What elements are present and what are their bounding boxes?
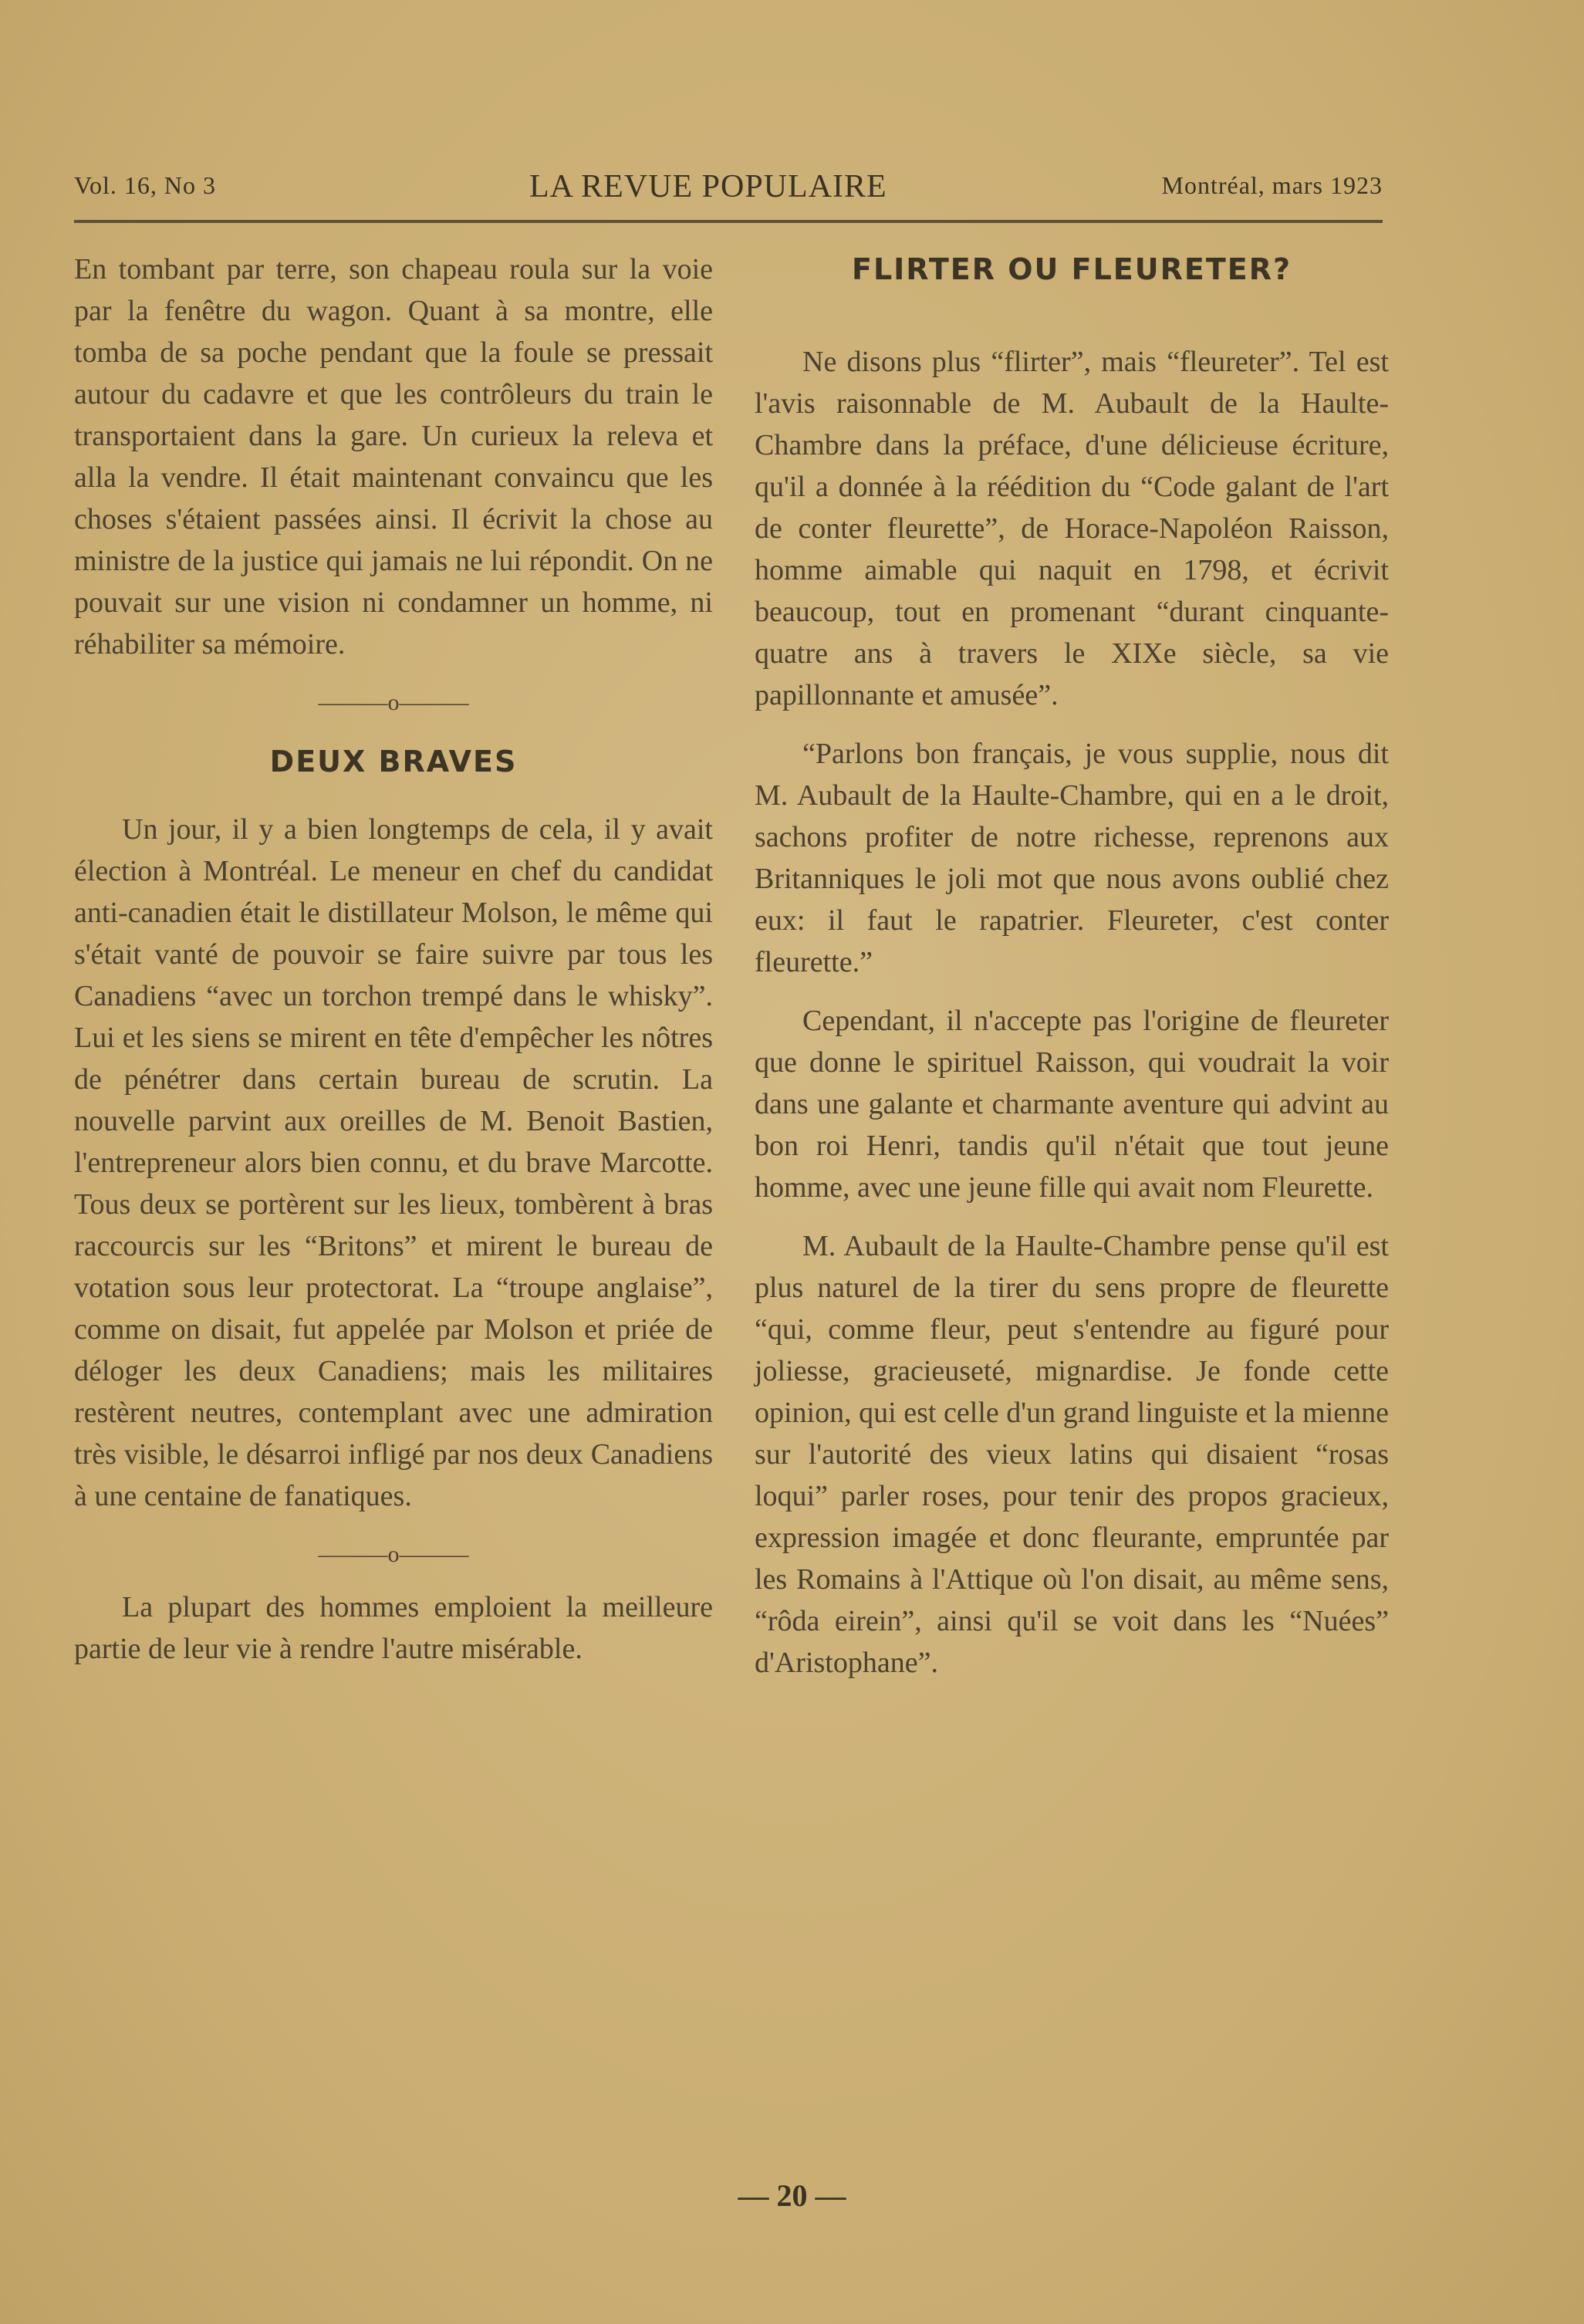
- right-column: [755, 248, 1389, 1701]
- article-paragraph: Cependant, il n'accepte pas l'origine de fleureter que donne le spirituel Raisson, qui voudrait la voir dans une galante et charmante aventure qui advint au bon roi Henri, tandis qu'il n'était que tout jeune homme, avec une jeune fille qui avait nom Fleurette.: [755, 1005, 1389, 1204]
- volume-number: Vol. 16, No 3: [74, 171, 216, 199]
- section-separator: ———o———: [318, 1542, 469, 1567]
- dateline: Montréal, mars 1923: [1161, 171, 1383, 199]
- left-column: [74, 248, 713, 1687]
- maxim-paragraph: La plupart des hommes emploient la meilleure partie de leur vie à rendre l'autre misérable.: [74, 1591, 713, 1665]
- article-heading-flirter: FLIRTER OU FLEURETER?: [851, 252, 1292, 286]
- article-paragraph: Ne disons plus “flirter”, mais “fleureter”. Tel est l'avis raisonnable de M. Aubault de la Haulte-Chambre dans la préface, d'une délicieuse écriture, qu'il a donnée à la réédition du “Code galant de l'art de conter fleurette”, de Horace-Napoléon Raisson, homme aimable qui naquit en 1798, et écrivit beaucoup, tout en promenant “durant cinquante-quatre ans à travers le XIXe siècle, sa vie papillonnante et amusée”.: [755, 346, 1389, 711]
- article-paragraph: M. Aubault de la Haulte-Chambre pense qu'il est plus naturel de la tirer du sens propre de fleurette “qui, comme fleur, peut s'entendre au figuré pour joliesse, gracieuseté, mignardise. Je fonde cette opinion, qui est celle d'un grand linguiste et la mienne sur l'autorité des vieux latins qui disaient “rosas loqui” parler roses, pour tenir des propos gracieux, expression imagée et donc fleurante, empruntée par les Romains à l'Attique où l'on disait, au même sens, “rôda eirein”, ainsi qu'il se voit dans les “Nuées” d'Aristophane”.: [755, 1230, 1389, 1679]
- section-separator: ———o———: [318, 690, 469, 715]
- page-number: — 20 —: [738, 2178, 846, 2213]
- header-rule: [74, 220, 1383, 223]
- article-paragraph: Un jour, il y a bien longtemps de cela, il y avait élection à Montréal. Le meneur en chef du candidat anti-canadien était le distillateur Molson, le même qui s'était vanté de pouvoir se faire suivre par tous les Canadiens “avec un torchon trempé dans le whisky”. Lui et les siens se mirent en tête d'empêcher les nôtres de pénétrer dans certain bureau de scrutin. La nouvelle parvint aux oreilles de M. Benoit Bastien, l'entrepreneur alors bien connu, et du brave Marcotte. Tous deux se portèrent sur les lieux, tombèrent à bras raccourcis sur les “Britons” et mirent le bureau de votation sous leur protectorat. La “troupe anglaise”, comme on disait, fut appelée par Molson et priée de déloger les deux Canadiens; mais les militaires restèrent neutres, contemplant avec une admiration très visible, le désarroi infligé par nos deux Canadiens à une centaine de fanatiques.: [74, 813, 713, 1512]
- article-paragraph: “Parlons bon français, je vous supplie, nous dit M. Aubault de la Haulte-Chambre, qui en a le droit, sachons profiter de notre richesse, reprenons aux Britanniques le joli mot que nous avons oublié chez eux: il faut le rapatrier. Fleureter, c'est conter fleurette.”: [755, 738, 1389, 978]
- publication-title: LA REVUE POPULAIRE: [529, 169, 887, 204]
- page-header: [74, 168, 1383, 211]
- article-heading-deux-braves: DEUX BRAVES: [269, 745, 518, 779]
- story-continuation: En tombant par terre, son chapeau roula sur la voie par la fenêtre du wagon. Quant à sa montre, elle tomba de sa poche pendant que la foule se pressait autour du cadavre et que les contrôleurs du train le transportaient dans la gare. Un curieux la releva et alla la vendre. Il était maintenant convaincu que les choses s'étaient passées ainsi. Il écrivit la chose au ministre de la justice qui jamais ne lui répondit. On ne pouvait sur une vision ni condamner un homme, ni réhabiliter sa mémoire.: [74, 253, 713, 660]
